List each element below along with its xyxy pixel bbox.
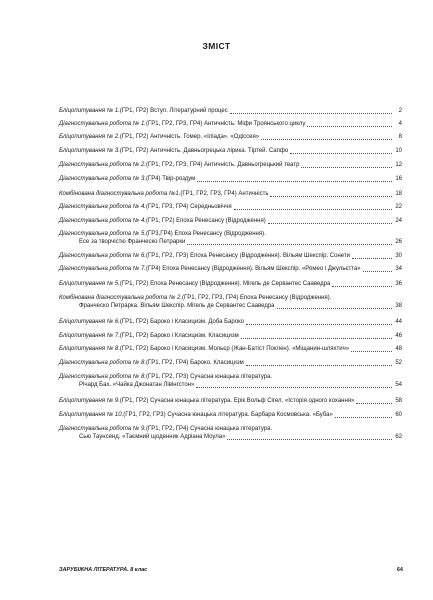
dot-leader (196, 387, 392, 388)
entry-type: Бліцопитування № 3. (59, 148, 120, 154)
dot-leader (277, 308, 393, 309)
toc-entry[interactable] (59, 295, 402, 311)
dot-leader (290, 153, 392, 154)
dot-leader (246, 324, 392, 325)
entry-type: Бліцопитування № 2. (59, 134, 120, 140)
toc-entry[interactable] (59, 333, 402, 341)
toc-entry[interactable] (59, 319, 402, 327)
toc-entry[interactable] (59, 253, 402, 261)
entry-page-number: 34 (395, 266, 402, 272)
entry-title: (ГР4) Епоха Ренесансу (Відродження). Вільям Шекспір. «Ромео і Джульєтта» (145, 266, 361, 272)
entry-title: (ГР1, ГР2, ГР3) Сучасна юнацька література. (145, 374, 273, 380)
entry-title: (ГР1, ГР2, ГР3) Сучасна юнацька література. Барбара Космовська. «Буба» (123, 412, 333, 418)
entry-title-continued: Франческо Петрарка. Вільям Шекспір. Мігель де Сервантес Сааведра (79, 302, 275, 309)
entry-page-number: 52 (395, 360, 402, 366)
dot-leader (301, 167, 392, 168)
entry-title: (ГР1, ГР2) Бароко і Класицизм. Доба Бароко (119, 319, 245, 325)
toc-entry[interactable] (59, 374, 402, 390)
entry-type: Комбінована діагностувальна робота №1. (59, 191, 181, 197)
entry-title: (ГР1, ГР2, ГР3, ГР4) Античність. Давньогрецький театр (145, 162, 300, 168)
entry-page-number: 48 (395, 346, 402, 352)
toc-entry[interactable] (59, 191, 402, 199)
toc-entry[interactable] (59, 266, 402, 274)
entry-type: Діагностувальна робота № 9. (59, 426, 146, 432)
dot-leader (241, 338, 392, 339)
entry-type: Діагностувальна робота № 3. (59, 176, 146, 182)
entry-page-number: 58 (395, 398, 402, 404)
entry-title: (ГР1, ГР2) Сучасна юнацька література. Ерік Вольф Сігел. «Історія одного кохання» (119, 398, 355, 404)
entry-type: Діагностувальна робота № 2. (59, 162, 146, 168)
entry-title: (ГР1, ГР2) Бароко і Класицизм. Мольєр (Жан-Батіст Поклен). «Міщанин-шляхтич» (119, 346, 350, 352)
entry-type: Діагностувальна робота № 7. (59, 266, 146, 272)
entry-title: (ГР1, ГР2, ГР4) Бароко. Класицизм (145, 360, 244, 366)
entry-title: (ГР1, ГР2) Епоха Ренесансу (Відродження) (145, 218, 266, 224)
toc-entry[interactable] (59, 148, 402, 156)
entry-title: (ГР1, ГР2) Античність. Гомер. «Іліада». «Одіссея» (119, 134, 260, 140)
dot-leader (352, 258, 392, 259)
entry-type: Діагностувальна робота № 4. (59, 218, 146, 224)
dot-leader (187, 244, 392, 245)
dot-leader (363, 271, 392, 272)
entry-title: (ГР1, ГР3, ГР4) Середньовіччя (145, 204, 232, 210)
footer-page-number: 64 (396, 567, 403, 573)
dot-leader (261, 139, 392, 140)
entry-title: (ГР1, ГР2) Античність. Давньогрецька лірика. Тіртей. Сапфо (119, 148, 289, 154)
entry-page-number: 10 (395, 148, 402, 154)
entry-page-number: 60 (395, 412, 402, 418)
toc-entry[interactable] (59, 204, 402, 212)
entry-page-number: 36 (395, 281, 402, 287)
dot-leader (270, 196, 392, 197)
dot-leader (332, 286, 392, 287)
entry-title-continued: Сью Таунсенд. «Таємний щоденник Адріана Моула» (79, 433, 226, 440)
entry-page-number: 12 (395, 162, 402, 168)
entry-page-number: 2 (398, 108, 402, 114)
entry-title-continued: Есе за творчістю Франческо Петрарки (79, 238, 186, 245)
footer-book-title: ЗАРУБІЖНА ЛІТЕРАТУРА. 8 клас (59, 567, 148, 573)
toc-entry[interactable] (59, 218, 402, 226)
entry-page-number: 26 (395, 238, 402, 245)
toc-entry[interactable] (59, 426, 402, 442)
toc-entry[interactable] (59, 231, 402, 247)
entry-title: (ГР1, ГР2, ГР3, ГР4) Епоха Ренесансу (Відродження). (182, 295, 332, 301)
toc-entry[interactable] (59, 360, 402, 368)
entry-type: Бліцопитування № 7. (59, 333, 120, 339)
dot-leader (227, 439, 392, 440)
entry-page-number: 54 (395, 381, 402, 388)
entry-type: Бліцопитування № 8. (59, 346, 120, 352)
entry-title: (ГР3,ГР4) Епоха Ренесансу (Відродження). (145, 231, 266, 237)
entry-title: (ГР1, ГР2) Епоха Ренесансу (Відродження). Мігель де Сервантес Сааведра (119, 281, 331, 287)
entry-title: (ГР4) Твір-роздум (145, 176, 196, 182)
entry-title-continued: Річард Бах. «Чайка Джонатан Лівінгстон» (79, 381, 195, 388)
entry-title: (ГР1, ГР2, ГР3, ГР4) Античність (180, 191, 269, 197)
entry-type: Бліцопитування № 10. (59, 412, 124, 418)
entry-type: Діагностувальна робота № 6. (59, 253, 146, 259)
toc-entry[interactable] (59, 121, 402, 129)
entry-type: Бліцопитування № 9. (59, 398, 120, 404)
entry-title: (ГР1, ГР2, ГР4) Сучасна юнацька література. (145, 426, 273, 432)
toc-entry[interactable] (59, 108, 402, 116)
entry-title: (ГР1, ГР2) Вступ. Літературний процес (119, 108, 228, 114)
entry-type: Діагностувальна робота № 5. (59, 231, 146, 237)
dot-leader (197, 181, 392, 182)
toc-entry[interactable] (59, 162, 402, 170)
entry-page-number: 46 (395, 333, 402, 339)
toc-entry[interactable] (59, 176, 402, 184)
toc-entry[interactable] (59, 281, 402, 289)
dot-leader (307, 126, 392, 127)
entry-page-number: 38 (395, 302, 402, 309)
entry-title: (ГР1, ГР2, ГР3) Епоха Ренесансу (Відродження). Вільям Шекспір. Сонети (145, 253, 351, 259)
dot-leader (230, 113, 392, 114)
dot-leader (351, 351, 392, 352)
dot-leader (356, 403, 392, 404)
entry-type: Діагностувальна робота № 8. (59, 360, 146, 366)
entry-page-number: 16 (395, 176, 402, 182)
dot-leader (246, 365, 392, 366)
entry-type: Бліцопитування № 6. (59, 319, 120, 325)
entry-title: (ГР1, ГР2, ГР3, ГР4) Античність. Міфи Троянського циклу (145, 121, 306, 127)
entry-page-number: 44 (395, 319, 402, 325)
entry-page-number: 62 (395, 433, 402, 440)
entry-title: (ГР1, ГР2) Бароко і Класицизм. Класицизм (119, 333, 239, 339)
dot-leader (335, 417, 392, 418)
entry-page-number: 18 (395, 191, 402, 197)
toc-entry[interactable] (59, 412, 402, 420)
entry-page-number: 30 (395, 253, 402, 259)
entry-type: Діагностувальна робота № 8. (59, 374, 146, 380)
entry-type: Бліцопитування № 1. (59, 108, 120, 114)
dot-leader (268, 223, 392, 224)
entry-page-number: 22 (395, 204, 402, 210)
entry-page-number: 8 (398, 134, 402, 140)
page-title: ЗМІСТ (202, 41, 231, 51)
entry-type: Діагностувальна робота № 4. (59, 204, 146, 210)
toc-entry[interactable] (59, 134, 402, 142)
entry-type: Комбінована діагностувальна робота № 2. (59, 295, 183, 301)
toc-entry[interactable] (59, 398, 402, 406)
entry-page-number: 24 (395, 218, 402, 224)
entry-type: Бліцопитування № 5. (59, 281, 120, 287)
entry-type: Діагностувальна робота № 1. (59, 121, 146, 127)
entry-page-number: 4 (398, 121, 402, 127)
dot-leader (234, 209, 392, 210)
toc-entry[interactable] (59, 346, 402, 354)
